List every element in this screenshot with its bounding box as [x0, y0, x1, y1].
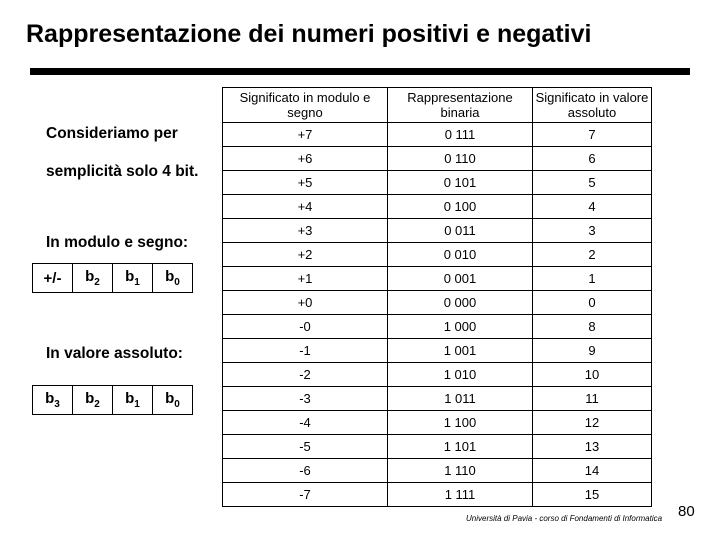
bit-label: b — [85, 390, 95, 407]
valore-assoluto-cell: 6 — [533, 147, 652, 171]
header-binaria: Rappresentazione binaria — [388, 88, 533, 123]
valore-bit-cell — [113, 386, 153, 415]
valore-assoluto-cell: 13 — [533, 435, 652, 459]
modulo-segno-cell: -7 — [223, 483, 388, 507]
valore-assoluto-cell: 14 — [533, 459, 652, 483]
valore-assoluto-cell: 0 — [533, 291, 652, 315]
modulo-segno-cell: -3 — [223, 387, 388, 411]
valore-assoluto-cell: 5 — [533, 171, 652, 195]
valore-bit-cell — [73, 386, 113, 415]
binaria-cell: 0 001 — [388, 267, 533, 291]
binaria-cell: 1 011 — [388, 387, 533, 411]
binaria-cell: 1 110 — [388, 459, 533, 483]
binaria-cell: 0 111 — [388, 123, 533, 147]
table-row — [223, 291, 652, 315]
table-row — [223, 123, 652, 147]
binaria-cell: 0 101 — [388, 171, 533, 195]
modulo-segno-cell: +0 — [223, 291, 388, 315]
binaria-cell: 0 110 — [388, 147, 533, 171]
binaria-cell: 0 100 — [388, 195, 533, 219]
binaria-cell: 0 010 — [388, 243, 533, 267]
table-header-row — [223, 88, 652, 123]
table-row — [223, 387, 652, 411]
valore-assoluto-cell: 11 — [533, 387, 652, 411]
table-row — [223, 435, 652, 459]
valore-assoluto-cell: 12 — [533, 411, 652, 435]
modulo-segno-cell: -6 — [223, 459, 388, 483]
table-row — [223, 339, 652, 363]
valore-bits-table — [32, 385, 193, 415]
title-divider — [30, 68, 690, 75]
modulo-bit-cell — [73, 264, 113, 293]
table-row — [223, 243, 652, 267]
modulo-segno-cell: -1 — [223, 339, 388, 363]
number-representation-table — [222, 87, 652, 507]
valore-bit-cell — [33, 386, 73, 415]
valore-assoluto-cell: 7 — [533, 123, 652, 147]
table-row — [223, 267, 652, 291]
intro-line-2: semplicità solo 4 bit. — [46, 163, 199, 180]
bit-subscript: 3 — [54, 399, 60, 410]
binaria-cell: 1 101 — [388, 435, 533, 459]
modulo-segno-cell: +4 — [223, 195, 388, 219]
table-row — [223, 195, 652, 219]
binaria-cell: 1 010 — [388, 363, 533, 387]
modulo-segno-cell: +7 — [223, 123, 388, 147]
binaria-cell: 1 111 — [388, 483, 533, 507]
bit-subscript: 0 — [174, 277, 180, 288]
modulo-segno-cell: -2 — [223, 363, 388, 387]
binaria-cell: 0 011 — [388, 219, 533, 243]
modulo-segno-cell: -5 — [223, 435, 388, 459]
bit-subscript: 2 — [94, 399, 100, 410]
modulo-segno-cell: +3 — [223, 219, 388, 243]
bit-label: b — [125, 390, 135, 407]
modulo-segno-cell: +2 — [223, 243, 388, 267]
binaria-cell: 0 000 — [388, 291, 533, 315]
binaria-cell: 1 000 — [388, 315, 533, 339]
header-modulo-segno: Significato in modulo e segno — [223, 88, 388, 123]
valore-assoluto-cell: 10 — [533, 363, 652, 387]
modulo-segno-cell: -0 — [223, 315, 388, 339]
intro-line-1: Consideriamo per — [46, 125, 178, 142]
table-row — [223, 147, 652, 171]
modulo-segno-cell: +6 — [223, 147, 388, 171]
table-row — [223, 459, 652, 483]
table-row — [223, 483, 652, 507]
valore-assoluto-cell: 8 — [533, 315, 652, 339]
modulo-bits-table — [32, 263, 193, 293]
table-row — [223, 363, 652, 387]
binaria-cell: 1 001 — [388, 339, 533, 363]
modulo-segno-cell: +5 — [223, 171, 388, 195]
valore-assoluto-cell: 9 — [533, 339, 652, 363]
valore-assoluto-cell: 3 — [533, 219, 652, 243]
table-row — [223, 315, 652, 339]
bit-subscript: 0 — [174, 399, 180, 410]
valore-assoluto-cell: 15 — [533, 483, 652, 507]
bit-label: b — [45, 390, 55, 407]
modulo-bit-cell — [33, 264, 73, 293]
bit-subscript: 1 — [134, 277, 140, 288]
table-row — [223, 411, 652, 435]
modulo-bit-cell — [153, 264, 193, 293]
binaria-cell: 1 100 — [388, 411, 533, 435]
valore-assoluto-cell: 1 — [533, 267, 652, 291]
bit-subscript: 2 — [94, 277, 100, 288]
bit-label: +/- — [43, 269, 62, 287]
modulo-label: In modulo e segno: — [46, 234, 189, 251]
table-row — [223, 219, 652, 243]
modulo-bit-cell — [113, 264, 153, 293]
valore-assoluto-cell: 4 — [533, 195, 652, 219]
valore-bit-cell — [153, 386, 193, 415]
footer-text: Università di Pavia - corso di Fondamenti di Informatica — [466, 514, 663, 523]
valore-label: In valore assoluto: — [46, 345, 183, 362]
bit-label: b — [165, 390, 175, 407]
bit-label: b — [125, 268, 135, 285]
table-row — [223, 171, 652, 195]
header-valore-assoluto: Significato in valore assoluto — [533, 88, 652, 123]
bit-subscript: 1 — [134, 399, 140, 410]
page-title: Rappresentazione dei numeri positivi e negativi — [26, 20, 592, 48]
modulo-segno-cell: -4 — [223, 411, 388, 435]
bit-label: b — [85, 268, 95, 285]
modulo-segno-cell: +1 — [223, 267, 388, 291]
valore-assoluto-cell: 2 — [533, 243, 652, 267]
page-number: 80 — [678, 503, 695, 520]
bit-label: b — [165, 268, 175, 285]
